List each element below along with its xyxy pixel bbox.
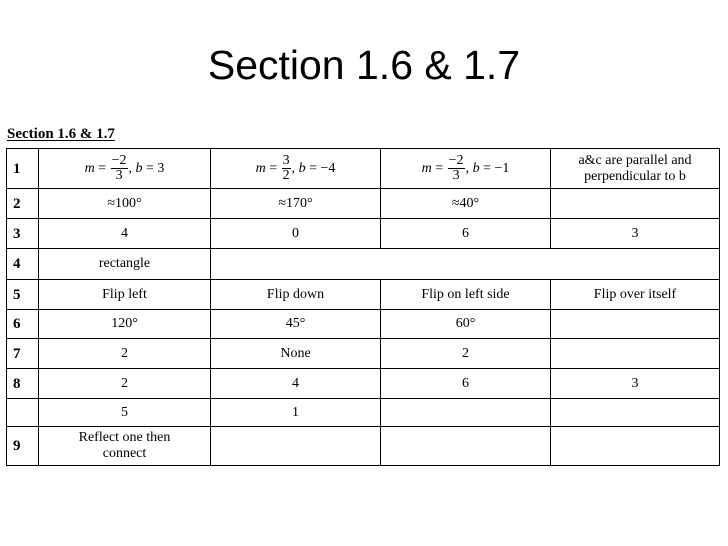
table-row bbox=[7, 369, 720, 399]
table-row bbox=[7, 339, 720, 369]
table-cell: 3 bbox=[551, 219, 720, 249]
table-cell bbox=[211, 427, 381, 466]
slope-denominator: 3 bbox=[452, 168, 460, 183]
table-cell: 2 bbox=[381, 339, 551, 369]
row-number: 2 bbox=[7, 189, 39, 219]
slide-title: Section 1.6 & 1.7 bbox=[207, 42, 521, 88]
table-row bbox=[7, 280, 720, 310]
row-number: 1 bbox=[7, 149, 39, 189]
table-cell: 45° bbox=[211, 310, 381, 339]
slope-numerator: −2 bbox=[448, 153, 464, 168]
table-cell: 4 bbox=[39, 219, 211, 249]
table-cell bbox=[551, 310, 720, 339]
row-number: 6 bbox=[7, 310, 39, 339]
table-cell: 5 bbox=[39, 399, 211, 427]
slope-numerator: 3 bbox=[282, 153, 290, 168]
table-cell bbox=[551, 339, 720, 369]
equation-cell: m = $\frac{-2}{3}$ , b = 3 bbox=[39, 149, 211, 189]
row-number: 3 bbox=[7, 219, 39, 249]
table-cell bbox=[551, 399, 720, 427]
equation-cell: m = $\frac{3}{2}$ , b = −4 bbox=[211, 149, 381, 189]
table-cell: 1 bbox=[211, 399, 381, 427]
table-cell: Flip left bbox=[39, 280, 211, 310]
intercept: 3 bbox=[157, 160, 165, 176]
table-cell: 0 bbox=[211, 219, 381, 249]
table-cell: ≈40° bbox=[381, 189, 551, 219]
intercept: −4 bbox=[320, 160, 336, 176]
table-cell: 3 bbox=[551, 369, 720, 399]
table-row bbox=[7, 149, 720, 189]
table-cell: Flip down bbox=[211, 280, 381, 310]
table-cell bbox=[381, 399, 551, 427]
slope-numerator: −2 bbox=[111, 153, 127, 168]
table-row bbox=[7, 249, 720, 280]
table-cell bbox=[551, 427, 720, 466]
table-cell: Flip over itself bbox=[551, 280, 720, 310]
row-number bbox=[7, 399, 39, 427]
table-cell: 4 bbox=[211, 369, 381, 399]
note-cell: a&c are parallel and perpendicular to b bbox=[551, 149, 720, 189]
row-number: 4 bbox=[7, 249, 39, 280]
table-cell: 60° bbox=[381, 310, 551, 339]
table-cell: None bbox=[211, 339, 381, 369]
table-row bbox=[7, 219, 720, 249]
table-cell: 120° bbox=[39, 310, 211, 339]
merged-empty-cell bbox=[211, 249, 720, 280]
table-cell: 6 bbox=[381, 219, 551, 249]
row-number: 7 bbox=[7, 339, 39, 369]
table-cell: rectangle bbox=[39, 249, 211, 280]
row-number: 9 bbox=[7, 427, 39, 466]
table-row bbox=[7, 399, 720, 427]
intercept: −1 bbox=[494, 160, 510, 176]
row-number: 8 bbox=[7, 369, 39, 399]
table-row bbox=[7, 189, 720, 219]
table-cell: Flip on left side bbox=[381, 280, 551, 310]
table-cell: ≈100° bbox=[39, 189, 211, 219]
slope-denominator: 2 bbox=[282, 168, 290, 183]
equation-cell: m = $\frac{-2}{3}$ , b = −1 bbox=[381, 149, 551, 189]
table-row bbox=[7, 427, 720, 466]
table-row bbox=[7, 310, 720, 339]
table-cell: ≈170° bbox=[211, 189, 381, 219]
table-cell bbox=[381, 427, 551, 466]
table-cell bbox=[551, 189, 720, 219]
table-caption: Section 1.6 & 1.7 bbox=[7, 126, 115, 142]
table-cell: 2 bbox=[39, 339, 211, 369]
answer-table bbox=[6, 148, 720, 466]
row-number: 5 bbox=[7, 280, 39, 310]
slope-denominator: 3 bbox=[115, 168, 123, 183]
table-cell: 2 bbox=[39, 369, 211, 399]
table-cell: Reflect one then connect bbox=[39, 427, 211, 466]
table-cell: 6 bbox=[381, 369, 551, 399]
